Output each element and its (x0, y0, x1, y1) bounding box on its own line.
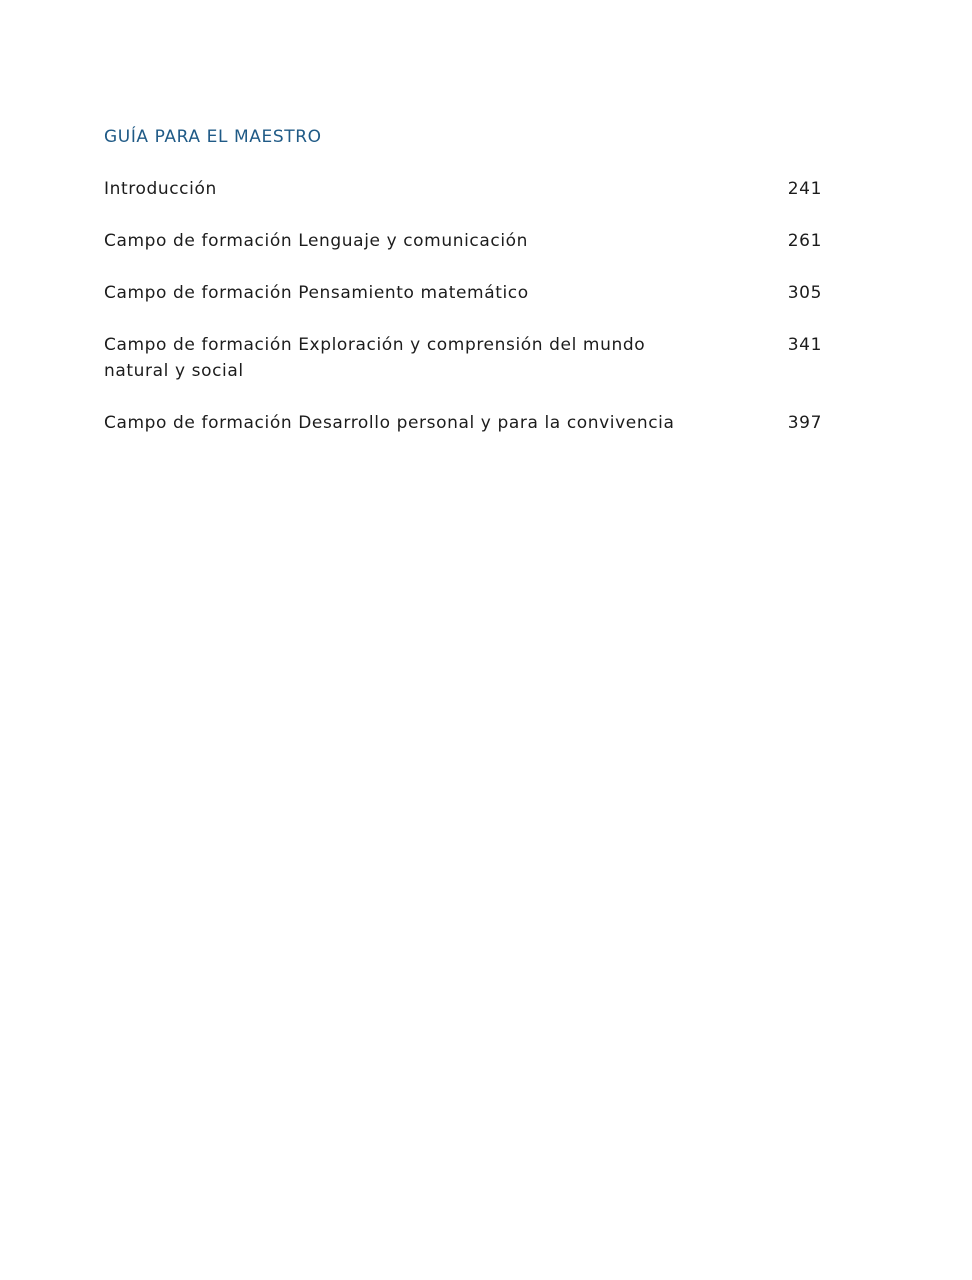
toc-entry-page: 397 (787, 413, 822, 433)
toc-entry-page: 341 (787, 335, 822, 355)
toc-entry-title: Campo de formación Lenguaje y comunicación (104, 231, 529, 251)
toc-entry-lenguaje (104, 228, 822, 254)
toc-entry-introduccion (104, 176, 822, 202)
toc-entry-page: 305 (787, 283, 822, 303)
table-of-contents (104, 176, 822, 436)
toc-entry-desarrollo (104, 410, 822, 436)
section-heading: GUÍA PARA EL MAESTRO (104, 127, 322, 147)
toc-entry-title: Campo de formación Exploración y comprensión del mundo natural y social (104, 335, 646, 381)
toc-entry-page: 241 (787, 179, 822, 199)
toc-entry-title: Campo de formación Pensamiento matemático (104, 283, 529, 303)
toc-entry-title: Campo de formación Desarrollo personal y para la convivencia (104, 413, 675, 433)
toc-entry-pensamiento (104, 280, 822, 306)
toc-entry-title: Introducción (104, 179, 217, 199)
toc-entry-page: 261 (787, 231, 822, 251)
document-page (104, 124, 822, 462)
toc-entry-exploracion (104, 332, 822, 384)
